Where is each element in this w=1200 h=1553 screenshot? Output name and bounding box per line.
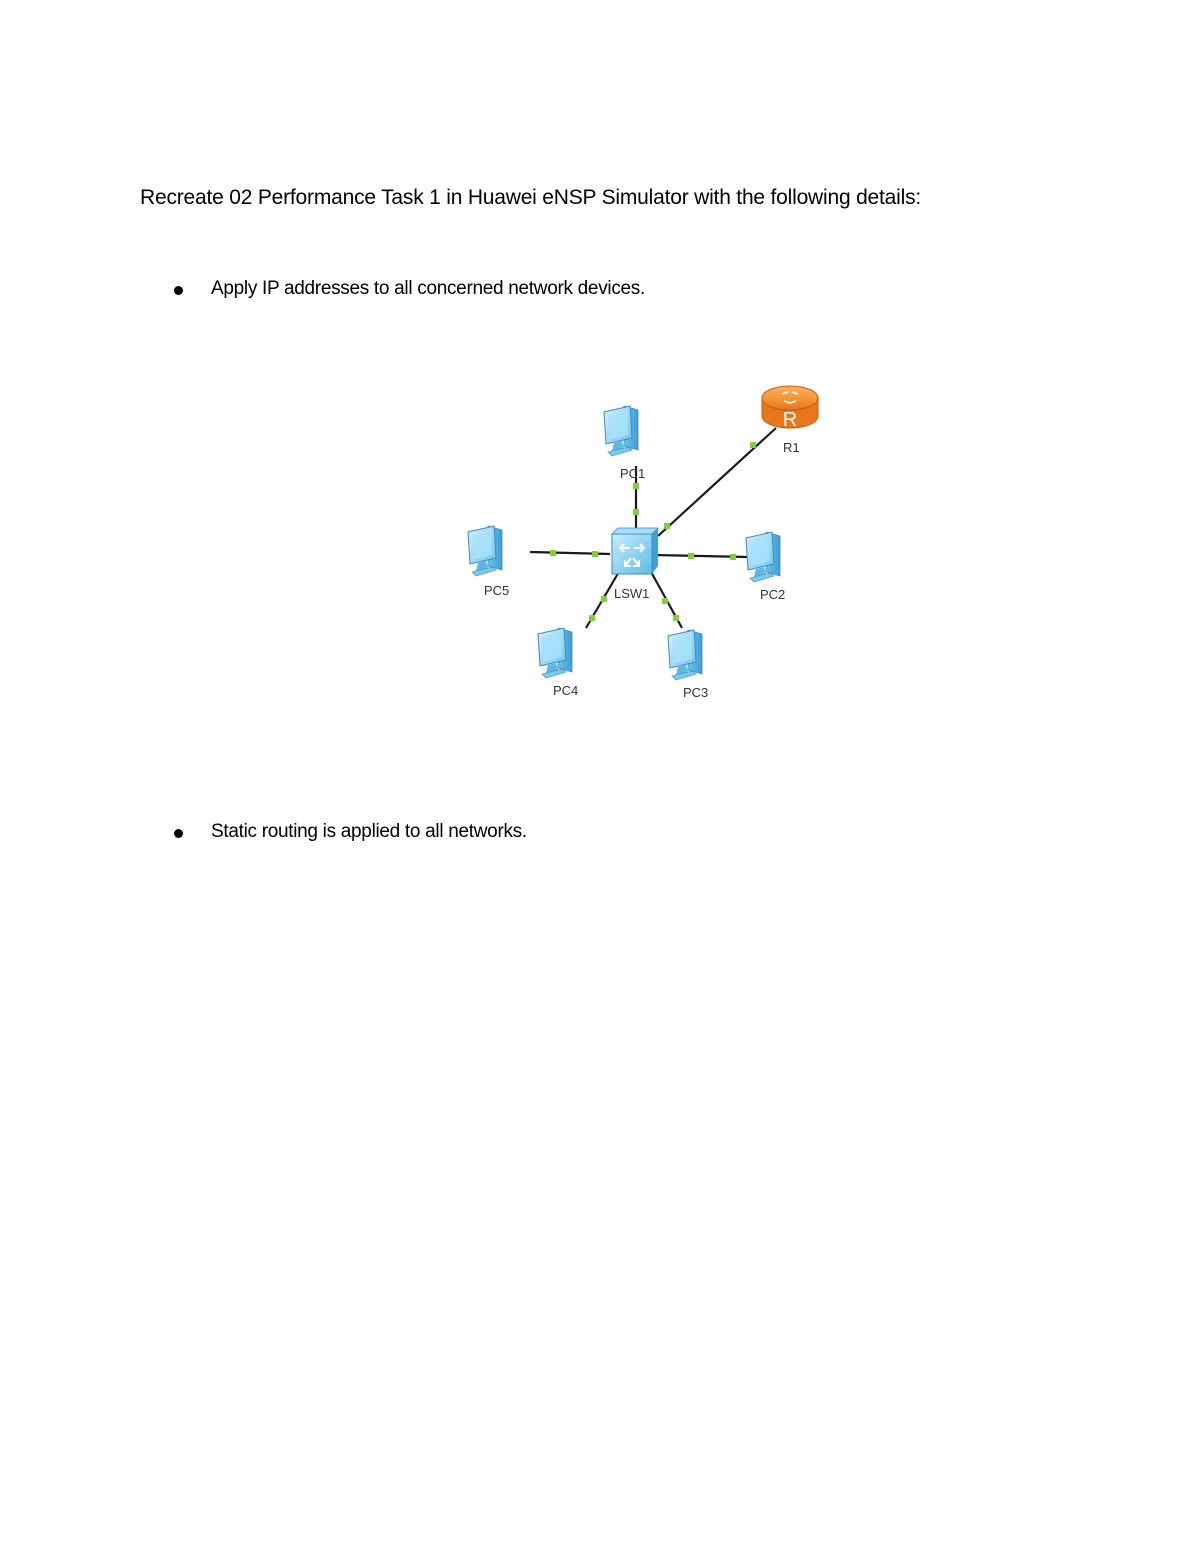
port-dot [601,596,607,602]
pc4-icon [538,628,572,678]
port-dot [688,553,694,559]
pc4-label: PC4 [553,683,579,698]
bullet-text: Static routing is applied to all networks. [211,821,527,842]
pc3-node[interactable] [668,630,708,700]
port-dot [730,554,736,560]
pc5-icon [468,526,502,576]
topology-svg [440,370,840,710]
switch-lsw1-label: LSW1 [614,586,650,601]
port-dot [550,550,556,556]
router-glyph: R [782,409,798,431]
bullet-dot-icon [174,829,183,838]
pc2-node[interactable] [746,532,785,602]
pc2-icon [746,532,780,582]
network-topology-diagram [440,370,840,710]
pc1-icon [604,406,638,456]
pc2-label: PC2 [760,587,786,602]
port-dot [589,615,595,621]
switch-icon [612,528,658,574]
port-dot [673,615,679,621]
link-sw-r1 [658,428,776,536]
router-icon [762,386,818,431]
port-dot [592,551,598,557]
pc5-label: PC5 [484,583,510,598]
bullet-dot-icon [174,286,183,295]
switch-lsw1-node[interactable] [612,528,658,601]
pc4-node[interactable] [538,628,578,698]
bullet-text: Apply IP addresses to all concerned network devices. [211,278,645,299]
document-heading: Recreate 02 Performance Task 1 in Huawei eNSP Simulator with the following details: [140,186,922,209]
router-r1-node[interactable] [762,386,818,455]
pc1-node[interactable] [604,406,645,481]
port-dot [633,483,639,489]
port-dot [664,523,670,529]
router-r1-label: R1 [783,440,800,455]
port-dot [750,442,756,448]
port-dot [633,509,639,515]
pc3-icon [668,630,702,680]
pc5-node[interactable] [468,526,509,598]
pc3-label: PC3 [683,685,709,700]
port-dot [662,598,668,604]
pc1-label: PC1 [620,466,646,481]
